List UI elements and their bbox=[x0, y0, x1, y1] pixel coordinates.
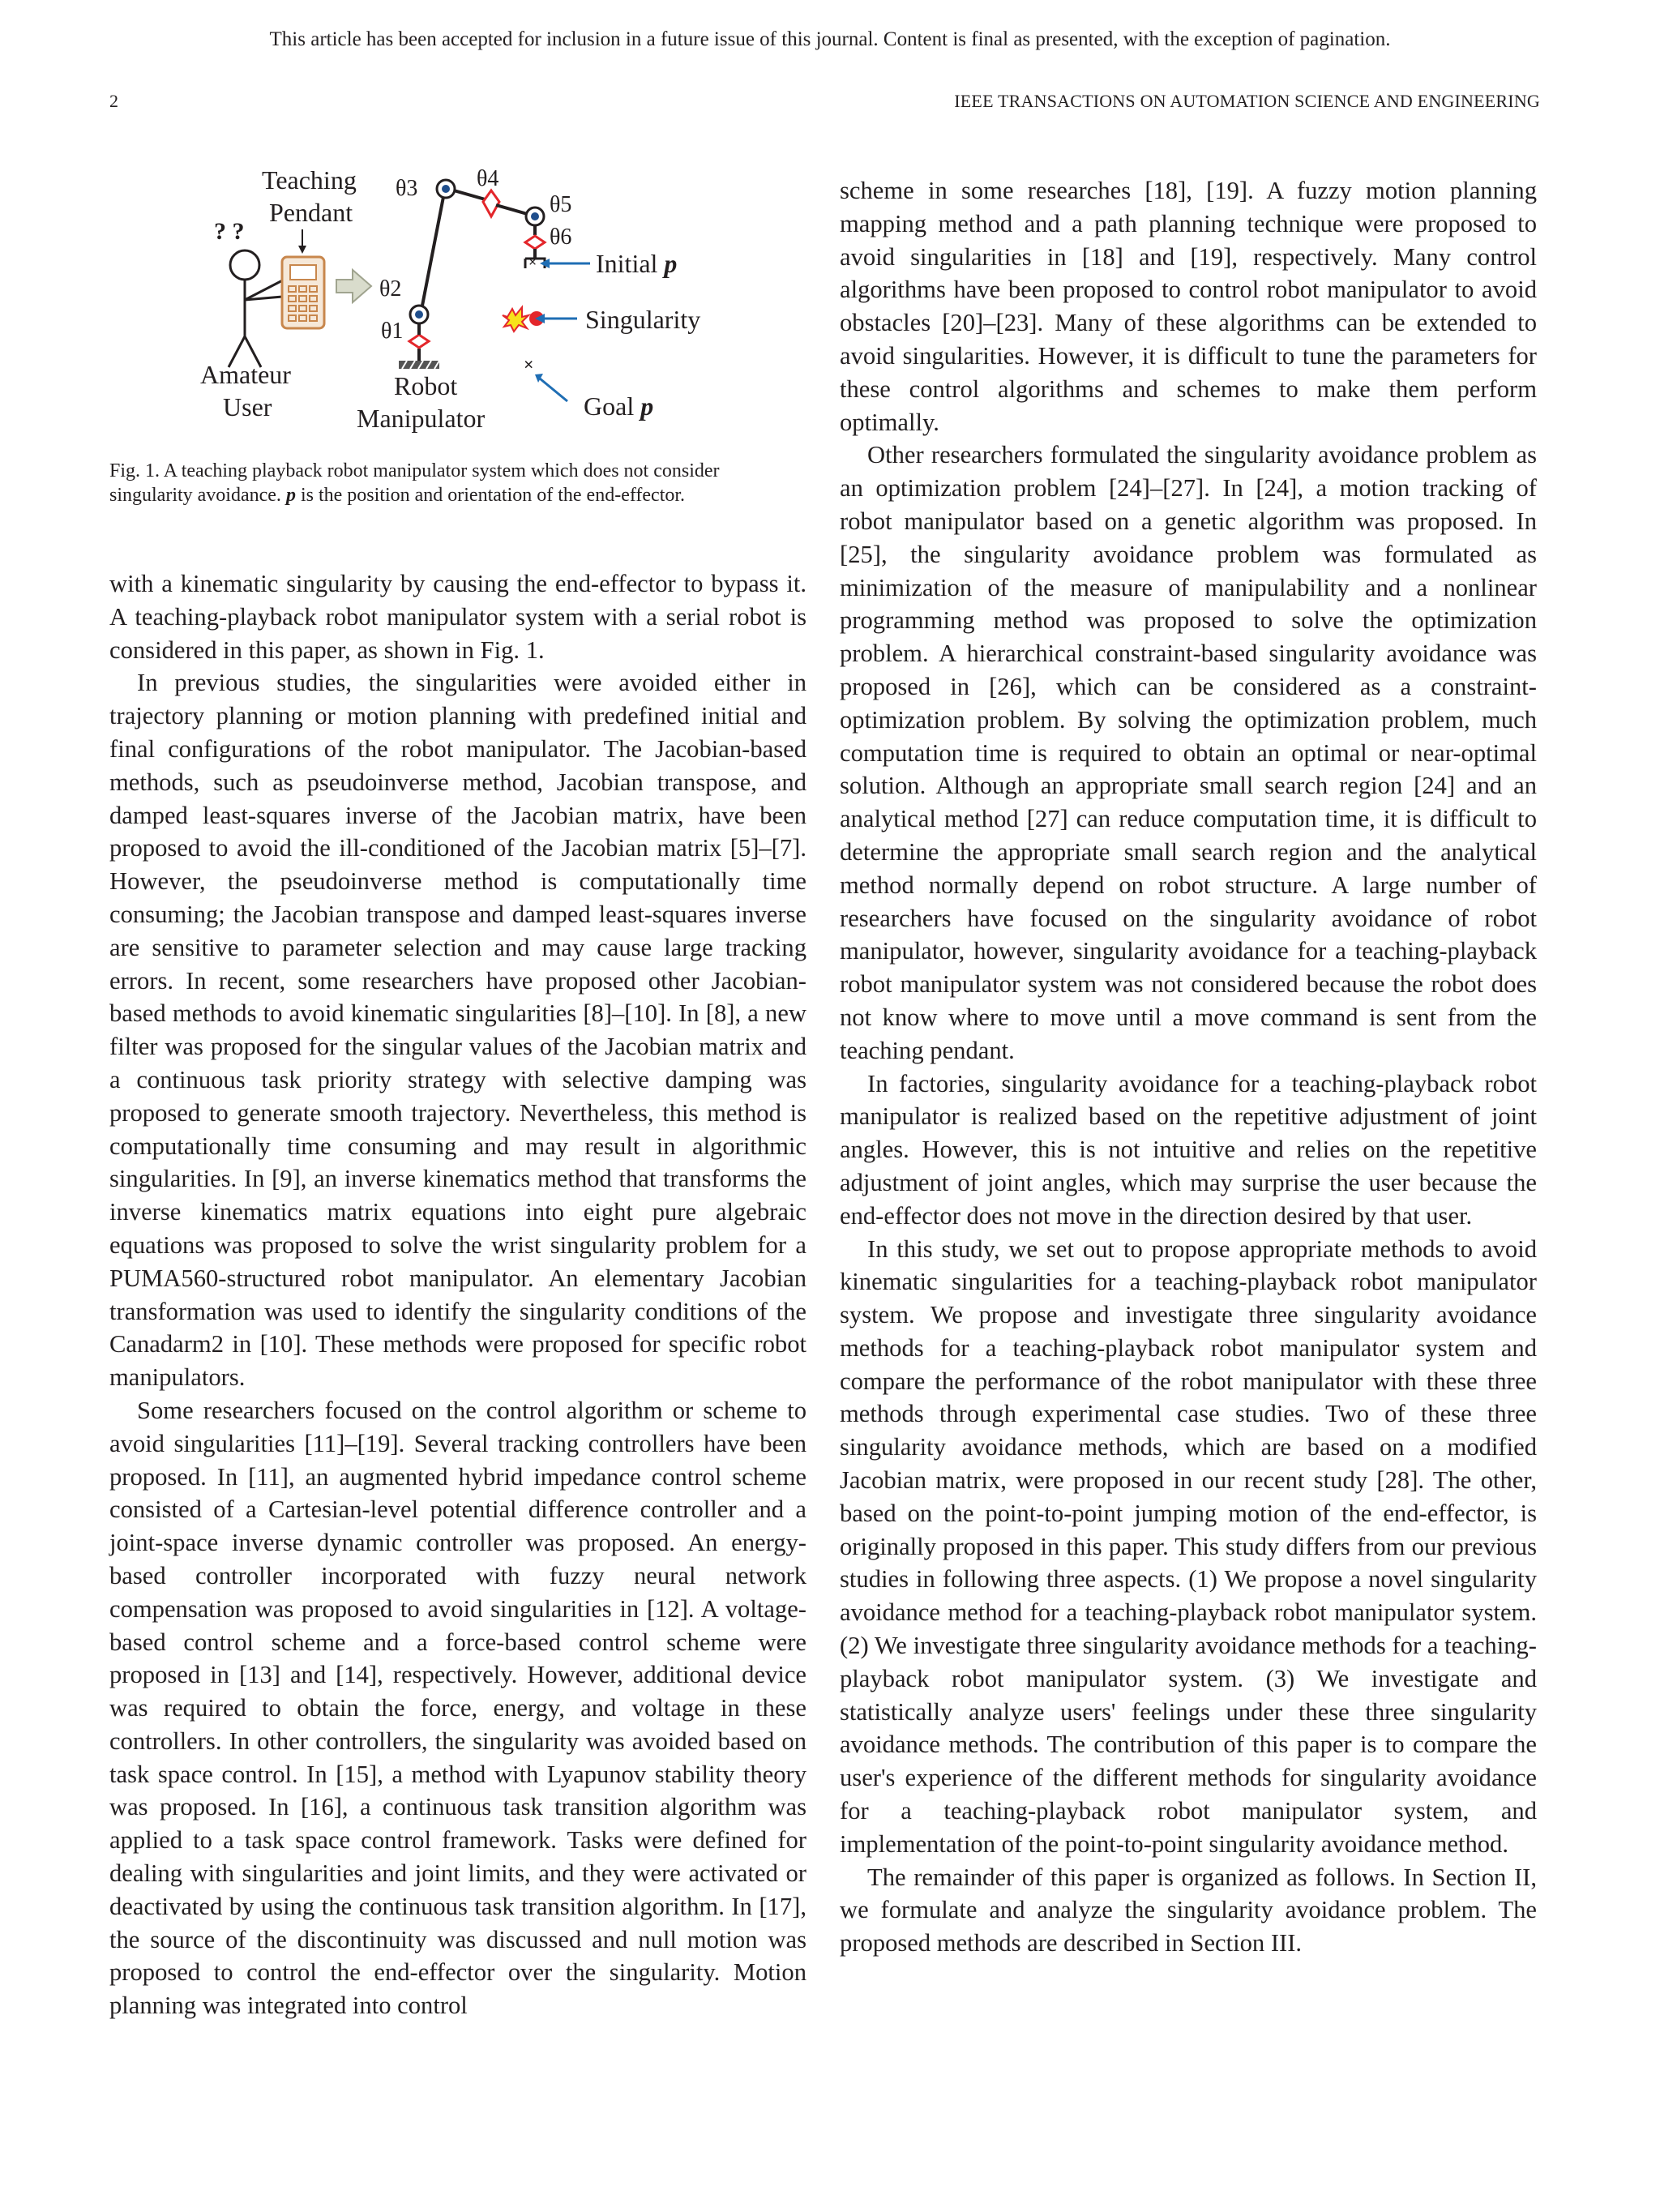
label-theta3: θ3 bbox=[396, 176, 418, 201]
command-arrow-icon bbox=[336, 270, 371, 302]
left-column bbox=[109, 567, 806, 2022]
paragraph: In previous studies, the singularities were avoided either in trajectory planning or motion planning with predefined initial and final configurations of the robot manipulator. The Jacobian-based methods, such as pseudoinverse method, Jacobian transpose, and damped least-squares inverse of the Jacobian matrix, have been proposed to avoid the ill-conditioned of the Jacobian matrix [5]–[7]. However, the pseudoinverse method is computationally time consuming; the Jacobian transpose and damped least-squares inverse are sensitive to parameter selection and may cause large tracking errors. In recent, some researchers have proposed other Jacobian-based methods to avoid kinematic singularities [8]–[10]. In [8], a new filter was proposed for the singular values of the Jacobian matrix and a continuous task priority strategy with selective damping was proposed to generate smooth trajectory. Nevertheless, this method is computationally time consuming and may result in algorithmic singularities. In [9], an inverse kinematics method that transforms the inverse kinematics matrix equations into eight pure algebraic equations was proposed to solve the wrist singularity problem for a PUMA560-structured robot manipulator. An elementary Jacobian transformation was used to identify the singularity conditions of the Canadarm2 in [10]. These methods were proposed for specific robot manipulators. bbox=[109, 669, 806, 1392]
singularity-marker-icon bbox=[503, 307, 577, 332]
figure-1-diagram bbox=[186, 166, 738, 450]
paragraph: Some researchers focused on the control algorithm or scheme to avoid singularities [11]–[19]. Several tracking controllers have been proposed. In [11], an augmented hybrid impedance control scheme consisted of a Cartesian-level potential difference controller and a joint-space inverse dynamic controller was proposed. An energy-based controller incorporated with fuzzy neural network compensation was proposed to avoid singularities in [12]. A voltage-based control scheme and a force-based control scheme were proposed in [13] and [14], respectively. However, additional device was required to obtain the force, energy, and voltage in these controllers. In other controllers, the singularity was avoided based on task space control. In [15], a method with Lyapunov stability theory was proposed. In [16], a continuous task transition algorithm was applied to a task space control framework. Tasks were defined for dealing with singularities and joint limits, and they were activated or deactivated by using the continuous task transition algorithm. In [17], the source of the discontinuity was discussed and null motion was proposed to control the end-effector over the singularity. Motion planning was integrated into control bbox=[109, 1396, 806, 2020]
label-teaching: Teaching bbox=[262, 166, 357, 195]
paragraph: scheme in some researches [18], [19]. A fuzzy motion planning mapping method and a path planning technique were proposed to avoid singularities in [18] and [19], respectively. Many control algorithms have been proposed to control robot manipulator to avoid obstacles [20]–[23]. Many of these algorithms can be extended to avoid singularities. However, it is difficult to tune the parameters for these control algorithms and schemes to make them perform optimally. bbox=[840, 177, 1537, 436]
pendant-arrow-head bbox=[298, 246, 306, 254]
label-theta6: θ6 bbox=[550, 225, 572, 250]
label-robot: Robot bbox=[394, 371, 458, 400]
paragraph: with a kinematic singularity by causing the end-effector to bypass it. A teaching-playback robot manipulator system with a serial robot is considered in this paper, as shown in Fig. 1. bbox=[109, 570, 806, 664]
label-theta4: θ4 bbox=[477, 166, 499, 191]
label-singularity: Singularity bbox=[585, 305, 701, 334]
label-manipulator: Manipulator bbox=[357, 404, 486, 433]
page-number: 2 bbox=[109, 91, 118, 111]
acceptance-notice: This article has been accepted for inclusion in a future issue of this journal. Content is final as presented, with the exception of pagination. bbox=[269, 28, 1391, 50]
goal-arrow bbox=[540, 379, 567, 401]
paragraph: In this study, we set out to propose appropriate methods to avoid kinematic singularities for a teaching-playback robot manipulator system. We propose and investigate three singularity avoidance methods for a teaching-playback robot manipulator system and compare the performance of the robot manipulator with these three methods through experimental case studies. Two of these three singularity avoidance methods, which are based on a modified Jacobian matrix, were proposed in our recent study [28]. The other, based on the point-to-point jumping motion of the end-effector, is originally proposed in this paper. This study differs from our previous studies in following three aspects. (1) We propose a novel singularity avoidance method for a teaching-playback robot manipulator system. (2) We investigate three singularity avoidance methods for a teaching-playback robot manipulator system. (3) We investigate and statistically analyze users' feelings under these three singularity avoidance methods. The contribution of this paper is to compare the user's experience of the different methods for singularity avoidance for a teaching-playback robot manipulator system, and implementation of the point-to-point singularity avoidance method. bbox=[840, 1234, 1537, 1858]
label-theta1: θ1 bbox=[381, 319, 404, 344]
label-goal-p: Goal p bbox=[584, 391, 654, 421]
paragraph: Other researchers formulated the singularity avoidance problem as an optimization problem [24]–[27]. In [24], a motion tracking of robot manipulator based on a genetic algorithm was proposed. In [25], the singularity avoidance problem was formulated as minimization of the measure of manipulability and a nonlinear programming method was proposed to solve the optimization problem. A hierarchical constraint-based singularity avoidance was proposed in [26], which can be considered as a constraint-optimization problem. By solving the optimization problem, much computation time is required to obtain an optimal or near-optimal solution. Although an appropriate small search region [24] and an analytical method [27] can reduce computation time, it is difficult to determine the appropriate small search region and the analytical method normally depend on robot structure. A large number of researchers have focused on the singularity avoidance of robot manipulator, however, singularity avoidance for a teaching-playback robot manipulator system was not considered because the robot does not know where to move until a move command is sent from the teaching pendant. bbox=[840, 441, 1537, 1064]
journal-title: IEEE TRANSACTIONS ON AUTOMATION SCIENCE AND ENGINEERING bbox=[954, 91, 1540, 111]
teaching-pendant-icon bbox=[282, 257, 324, 328]
label-pendant: Pendant bbox=[269, 198, 353, 227]
label-user: User bbox=[223, 392, 272, 421]
label-initial-p: Initial p bbox=[596, 249, 678, 278]
label-theta2: θ2 bbox=[379, 276, 402, 302]
robot-manipulator-diagram bbox=[399, 180, 545, 369]
paragraph: In factories, singularity avoidance for a teaching-playback robot manipulator is realized based on the repetitive adjustment of joint angles. However, this is not intuitive and relies on the repetitive adjustment of joint angles, which may surprise the user because the end-effector does not move in the direction desired by that user. bbox=[840, 1069, 1537, 1230]
right-column bbox=[840, 174, 1537, 1960]
goal-cross-icon: × bbox=[524, 354, 534, 374]
paragraph: The remainder of this paper is organized as follows. In Section II, we formulate and analyze the singularity avoidance problem. The proposed methods are described in Section III. bbox=[840, 1863, 1537, 1957]
figure-caption: Fig. 1. A teaching playback robot manipulator system which does not consider singularity avoidance. p is the position and orientation of the end-effector. bbox=[109, 460, 720, 506]
label-question: ? ? bbox=[214, 218, 245, 245]
svg-text:×: × bbox=[528, 254, 537, 270]
label-theta5: θ5 bbox=[550, 192, 572, 217]
label-amateur: Amateur bbox=[200, 360, 291, 389]
